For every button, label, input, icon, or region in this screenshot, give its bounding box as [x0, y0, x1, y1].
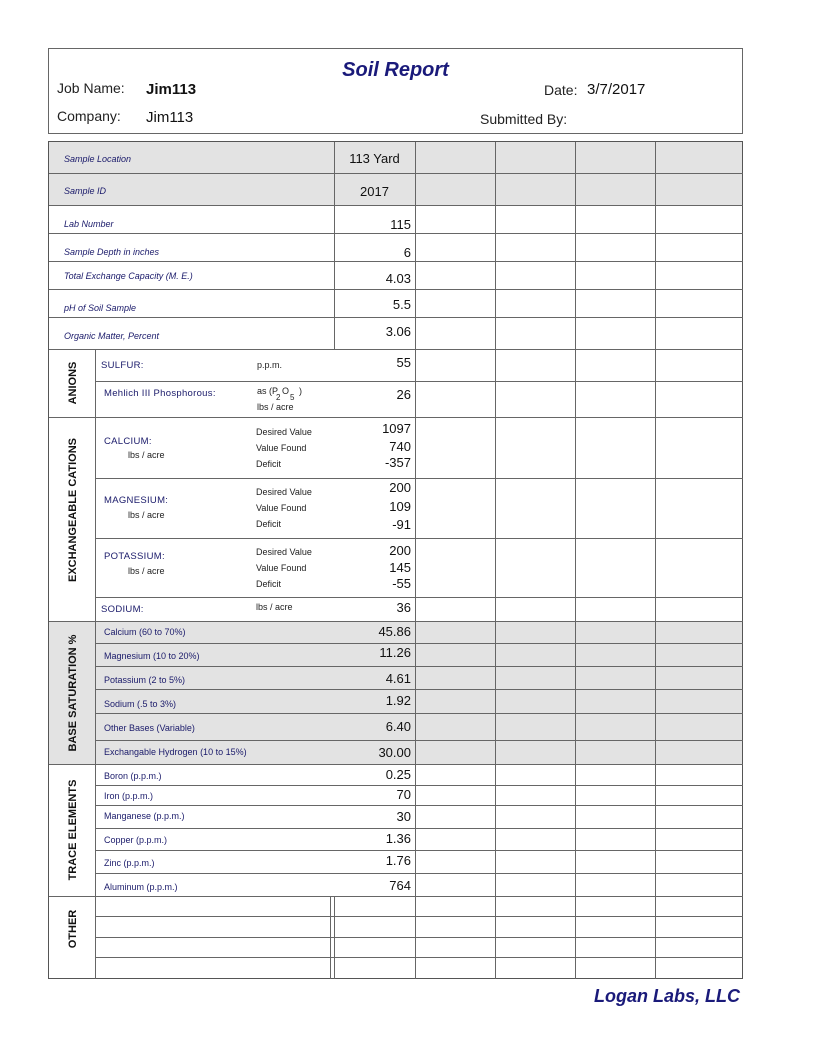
sample-depth-value: 6	[403, 245, 411, 260]
bs-magnesium-value: 11.26	[379, 645, 411, 660]
bs-potassium-value: 4.61	[385, 671, 411, 686]
phosphorous-unit-as: as (P	[257, 386, 279, 396]
row-divider	[49, 349, 743, 350]
boron-label: Boron (p.p.m.)	[104, 771, 162, 781]
calcium-desired-label: Desired Value	[256, 427, 312, 437]
trace-elements-section-label: TRACE ELEMENTS	[67, 779, 79, 881]
row-divider	[95, 937, 743, 938]
row-divider	[49, 205, 743, 206]
potassium-deficit-value: -55	[392, 576, 411, 591]
tec-value: 4.03	[385, 271, 411, 286]
magnesium-desired-value: 200	[389, 480, 411, 495]
phosphorous-unit-o: O	[282, 386, 290, 396]
company-label: Company:	[57, 108, 121, 124]
boron-value: 0.25	[385, 767, 411, 782]
phosphorous-unit-lbs: lbs / acre	[257, 402, 294, 412]
row-divider	[49, 621, 743, 622]
magnesium-found-value: 109	[389, 499, 411, 514]
job-name-label: Job Name:	[57, 80, 125, 96]
potassium-desired-label: Desired Value	[256, 547, 312, 557]
lab-number-label: Lab Number	[64, 219, 114, 229]
row-divider	[95, 785, 743, 786]
potassium-unit: lbs / acre	[128, 566, 165, 576]
lab-number-value: 115	[390, 217, 411, 232]
row-divider	[49, 317, 743, 318]
ph-label: pH of Soil Sample	[64, 303, 137, 313]
other-section-label: OTHER	[67, 909, 79, 949]
iron-value: 70	[396, 787, 411, 802]
magnesium-desired-label: Desired Value	[256, 487, 312, 497]
aluminum-label: Aluminum (p.p.m.)	[104, 882, 178, 892]
calcium-label: CALCIUM:	[104, 436, 152, 447]
bs-potassium-label: Potassium (2 to 5%)	[104, 675, 186, 685]
ph-value: 5.5	[392, 297, 411, 312]
phosphorous-unit-5: 5	[290, 393, 295, 402]
row-divider	[49, 261, 743, 262]
anions-section-label: ANIONS	[67, 361, 79, 405]
sodium-label: SODIUM:	[101, 604, 144, 615]
column-divider	[415, 142, 416, 979]
row-divider	[95, 740, 743, 741]
aluminum-value: 764	[389, 878, 411, 893]
date-value: 3/7/2017	[587, 81, 646, 98]
sample-location-label: Sample Location	[64, 154, 132, 164]
sulfur-label: SULFUR:	[101, 360, 144, 371]
potassium-found-label: Value Found	[256, 563, 307, 573]
bs-calcium-label: Calcium (60 to 70%)	[104, 627, 186, 637]
potassium-deficit-label: Deficit	[256, 579, 282, 589]
row-divider	[95, 666, 743, 667]
potassium-label: POTASSIUM:	[104, 551, 165, 562]
base-saturation-section-label: BASE SATURATION %	[67, 634, 79, 752]
magnesium-found-label: Value Found	[256, 503, 307, 513]
sulfur-value: 55	[396, 355, 411, 370]
row-divider	[95, 873, 743, 874]
row-divider	[49, 764, 743, 765]
sulfur-unit: p.p.m.	[257, 360, 283, 370]
row-divider	[95, 538, 743, 539]
column-divider	[495, 142, 496, 979]
potassium-found-value: 145	[389, 560, 411, 575]
organic-matter-value: 3.06	[385, 324, 411, 339]
magnesium-unit: lbs / acre	[128, 510, 165, 520]
row-divider	[95, 643, 743, 644]
sodium-value: 36	[396, 600, 411, 615]
row-divider	[95, 597, 743, 598]
submitted-by-label: Submitted By:	[480, 111, 568, 127]
report-header	[48, 48, 743, 134]
row-divider	[95, 713, 743, 714]
row-divider	[95, 916, 743, 917]
sample-depth-label: Sample Depth in inches	[64, 247, 160, 257]
cations-section-label: EXCHANGEABLE CATIONS	[67, 437, 79, 583]
report-title: Soil Report	[342, 59, 449, 81]
organic-matter-label: Organic Matter, Percent	[64, 331, 160, 341]
sample-id-value: 2017	[360, 184, 389, 199]
bs-hydrogen-value: 30.00	[378, 745, 411, 760]
sample-location-value: 113 Yard	[349, 151, 400, 166]
bs-hydrogen-label: Exchangable Hydrogen (10 to 15%)	[104, 747, 247, 757]
calcium-unit: lbs / acre	[128, 450, 165, 460]
sample-id-label: Sample ID	[64, 186, 107, 196]
bs-other-value: 6.40	[385, 719, 411, 734]
sodium-unit: lbs / acre	[256, 602, 293, 612]
calcium-desired-value: 1097	[382, 421, 411, 436]
calcium-deficit-label: Deficit	[256, 459, 282, 469]
column-divider	[575, 142, 576, 979]
magnesium-deficit-label: Deficit	[256, 519, 282, 529]
section-label-divider	[95, 349, 96, 979]
phosphorous-value: 26	[396, 387, 411, 402]
bs-other-label: Other Bases (Variable)	[104, 723, 195, 733]
phosphorous-unit-close: )	[299, 386, 302, 396]
row-divider	[95, 381, 743, 382]
bs-calcium-value: 45.86	[378, 624, 411, 639]
bs-sodium-value: 1.92	[385, 693, 411, 708]
potassium-desired-value: 200	[389, 543, 411, 558]
copper-value: 1.36	[385, 831, 411, 846]
bs-magnesium-label: Magnesium (10 to 20%)	[104, 651, 200, 661]
company-value: Jim113	[146, 109, 194, 126]
copper-label: Copper (p.p.m.)	[104, 835, 168, 845]
row-divider	[49, 173, 743, 174]
calcium-deficit-value: -357	[384, 455, 411, 470]
row-divider	[95, 805, 743, 806]
row-divider	[95, 957, 743, 958]
magnesium-deficit-value: -91	[392, 517, 411, 532]
iron-label: Iron (p.p.m.)	[104, 791, 154, 801]
tec-label: Total Exchange Capacity (M. E.)	[64, 271, 193, 281]
calcium-found-value: 740	[389, 439, 411, 454]
calcium-found-label: Value Found	[256, 443, 307, 453]
manganese-value: 30	[396, 809, 411, 824]
row-divider	[49, 233, 743, 234]
row-divider	[95, 850, 743, 851]
zinc-value: 1.76	[385, 853, 411, 868]
job-name-value: Jim113	[146, 81, 197, 98]
magnesium-label: MAGNESIUM:	[104, 495, 169, 506]
row-divider	[95, 689, 743, 690]
row-divider	[49, 289, 743, 290]
zinc-label: Zinc (p.p.m.)	[104, 858, 155, 868]
phosphorous-label: Mehlich III Phosphorous:	[104, 388, 216, 399]
row-divider	[49, 896, 743, 897]
row-divider	[95, 478, 743, 479]
row-divider	[49, 417, 743, 418]
lab-name-footer: Logan Labs, LLC	[594, 986, 740, 1006]
column-divider	[655, 142, 656, 979]
phosphorous-unit-2: 2	[276, 393, 281, 402]
row-divider	[95, 828, 743, 829]
bs-sodium-label: Sodium (.5 to 3%)	[104, 699, 177, 709]
manganese-label: Manganese (p.p.m.)	[104, 811, 185, 821]
date-label: Date:	[544, 82, 578, 98]
